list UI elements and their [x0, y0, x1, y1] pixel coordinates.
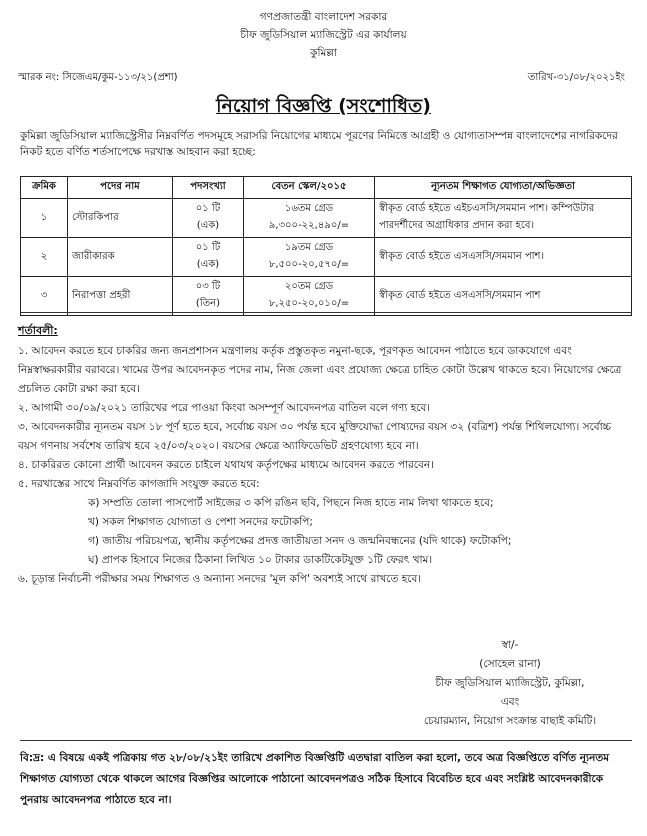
row-post: স্টোরকিপার: [68, 199, 173, 238]
signatory-name: (সোহেল রানা): [479, 658, 541, 670]
count-number: ০১ টি: [195, 203, 221, 214]
posts-table: [20, 176, 632, 316]
row-serial: ৩: [21, 277, 68, 316]
count-number: ০১ টি: [195, 242, 221, 253]
sub-term-item: গ) জাতীয় পরিচয়পত্র, স্থানীয় কর্তৃপক্ষের প্রদত্ত জাতীয়তা সনদ ও জন্মনিবন্ধনের (যদি থাকে) ফটোকপি;: [88, 535, 512, 547]
signature-and: এবং: [500, 696, 520, 708]
grade: ১৯তম গ্রেড: [284, 242, 334, 253]
header-office: চীফ জুডিসিয়াল ম্যাজিস্ট্রেট এর কার্যালয়: [240, 29, 407, 41]
term-item: ৬. চূড়ান্ত নির্বাচনী পরীক্ষার সময় শিক্ষাগত ও অন্যান্য সনদের 'মূল কপি' অবশ্যই সাথে রাখতে হবে।: [18, 573, 422, 585]
table-row: [21, 238, 632, 277]
terms-heading: শর্তাবলী:: [18, 324, 58, 337]
term-item: ৩. আবেদনকারীর ন্যূনতম বয়স ১৮ পূর্ণ হতে হবে, সর্বোচ্চ বয়স ৩০ পর্যন্ত হবে মুক্তিযোদ্ধা পোষ্যদের বয়স ৩২ (বত্রিশ) পর্যন্ত শিথিলযোগ্য। সর্বোচ্চ বয়স গণনায় সর্বশেষ তারিখ হবে ২৫/০৩/২০২০। বয়সের ক্ষেত্রে অ্যাফিডেভিট গ্রহণযোগ্য হবে না।: [18, 421, 612, 452]
signatory-title: চীফ জুডিসিয়াল ম্যাজিস্ট্রেট, কুমিল্লা,: [435, 677, 585, 689]
col-count: পদসংখ্যা: [173, 177, 244, 199]
row-scale: [244, 277, 375, 316]
count-words: (এক): [196, 220, 220, 231]
memo-number: স্মারক নং: সিজেএম/কুম-১১৩/২১(প্রশা): [18, 72, 178, 83]
row-scale: [244, 199, 375, 238]
row-qualification: স্বীকৃত বোর্ড হইতে এসএসসি/সমমান পাশ: [375, 277, 632, 316]
count-words: (এক): [196, 259, 220, 270]
divider: [20, 312, 632, 313]
grade: ১৬তম গ্রেড: [284, 203, 334, 214]
term-item: ৪. চাকরিরত কোনো প্রার্থী আবেদন করতে চাইলে যথাযথ কর্তৃপক্ষের মাধ্যমে আবেদন করতে পারবেন।: [18, 459, 434, 471]
sub-term-item: ঘ) প্রাপক হিসাবে নিজের ঠিকানা লিখিত ১০ টাকার ডাকটিকেটযুক্ত ১টি ফেরৎ খাম।: [88, 554, 433, 566]
term-item: ৫. দরখাস্তের সাথে নিম্নবর্ণিত কাগজাদি সংযুক্ত করতে হবে:: [18, 478, 260, 490]
row-qualification: স্বীকৃত বোর্ড হইতে এইচএসসি/সমমান পাশ। কম্পিউটার পারদর্শীদের অগ্রাধিকার প্রদান করা হবে।: [375, 199, 632, 238]
signature-block: [380, 636, 640, 731]
divider: [20, 740, 632, 741]
pay-scale: ৮,২৫০-২০,০১০/=: [268, 298, 350, 309]
row-serial: ২: [21, 238, 68, 277]
intro-text: কুমিল্লা জুডিসিয়াল ম্যাজিস্ট্রেসীর নিম্নবর্ণিত পদসমূহে সরাসরি নিয়োগের মাধ্যমে পূরণের নিমিত্তে আগ্রহী ও যোগ্যতাসম্পন্ন বাংলাদেশের নাগরিকদের নিকট হতে বর্ণিত শর্তসাপেক্ষে দরখাস্ত আহবান করা হচ্ছে:: [20, 130, 618, 158]
terms-list: [18, 342, 630, 589]
page-title: নিয়োগ বিজ্ঞপ্তি (সংশোধিত): [216, 95, 431, 117]
committee-title: চেয়ারম্যান, নিয়োগ সংক্রান্ত বাছাই কমিটি।: [423, 715, 597, 727]
pay-scale: ৮,৫০০-২০,৫৭০/=: [268, 259, 350, 270]
col-scale: বেতন স্কেল/২০১৫: [244, 177, 375, 199]
row-serial: ১: [21, 199, 68, 238]
row-post: নিরাপত্তা প্রহরী: [68, 277, 173, 316]
sub-term-item: ক) সম্প্রতি তোলা পাসপোর্ট সাইজের ৩ কপি রঙিন ছবি, পিছনে নিজ হাতে নাম লিখা থাকতে হবে;: [88, 497, 494, 509]
footnote-notice: বি:দ্র: এ বিষয়ে একই পত্রিকায় গত ২৮/০৮/২১ইং তারিখে প্রকাশিত বিজ্ঞপ্তিটি এতদ্বারা বাতিল করা হলো, তবে অত্র বিজ্ঞপ্তিতে বর্ণিত ন্যূনতম শিক্ষাগত যোগ্যতা থেকে থাকলে আগের বিজ্ঞপ্তির আলোকে পাঠানো আবেদনপত্রও সঠিক হিসাবে বিবেচিত হবে এবং সংশ্লিষ্ট আবেদনকারীকে পুনরায় আবেদনপত্র পাঠাতে হবে না।: [20, 752, 610, 806]
term-item: ২. আগামী ৩০/০৯/২০২১ তারিখের পরে পাওয়া কিংবা অসম্পূর্ণ আবেদনপত্র বাতিল বলে গণ্য হবে।: [18, 402, 431, 414]
signature-mark: স্বা/-: [501, 639, 519, 651]
issue-date: তারিখ-৩১/০৮/২০২১ইং: [527, 72, 625, 83]
row-post: জারীকারক: [68, 238, 173, 277]
count-number: ০৩ টি: [195, 281, 221, 292]
table-row: [21, 199, 632, 238]
grade: ২০তম গ্রেড: [284, 281, 334, 292]
col-serial: ক্রমিক: [21, 177, 68, 199]
col-qualification: ন্যূনতম শিক্ষাগত যোগ্যতা/অভিজ্ঞতা: [375, 177, 632, 199]
count-words: (তিন): [195, 298, 221, 309]
row-count: [173, 199, 244, 238]
row-qualification: স্বীকৃত বোর্ড হইতে এসএসসি/সমমান পাশ।: [375, 238, 632, 277]
term-item: ১. আবেদন করতে হবে চাকরির জন্য জনপ্রশাসন মন্ত্রণালয় কর্তৃক প্রস্তুতকৃত নমুনা-ছকে, পূরণকৃত আবেদন পাঠাতে হবে ডাকযোগে এবং নিম্নস্বাক্ষরকারীর বরাবরে। খামের উপর আবেদনকৃত পদের নাম, নিজ জেলা এবং প্রযোজ্য ক্ষেত্রে চাহিত কোটা উল্লেখ থাকতে হবে। নিয়োগের ক্ষেত্রে প্রচলিত কোটা রক্ষা করা হবে।: [18, 345, 622, 395]
row-count: [173, 277, 244, 316]
header-government: গণপ্রজাতন্ত্রী বাংলাদেশ সরকার: [259, 11, 388, 23]
pay-scale: ৯,৩০০-২২,৪৯০/=: [268, 220, 350, 231]
table-header-row: [21, 177, 632, 199]
row-scale: [244, 238, 375, 277]
sub-term-item: খ) সকল শিক্ষাগত যোগ্যতা ও পেশা সনদের ফটোকপি;: [88, 516, 313, 528]
row-count: [173, 238, 244, 277]
header-location: কুমিল্লা: [310, 47, 337, 59]
table-row: [21, 277, 632, 316]
col-post: পদের নাম: [68, 177, 173, 199]
